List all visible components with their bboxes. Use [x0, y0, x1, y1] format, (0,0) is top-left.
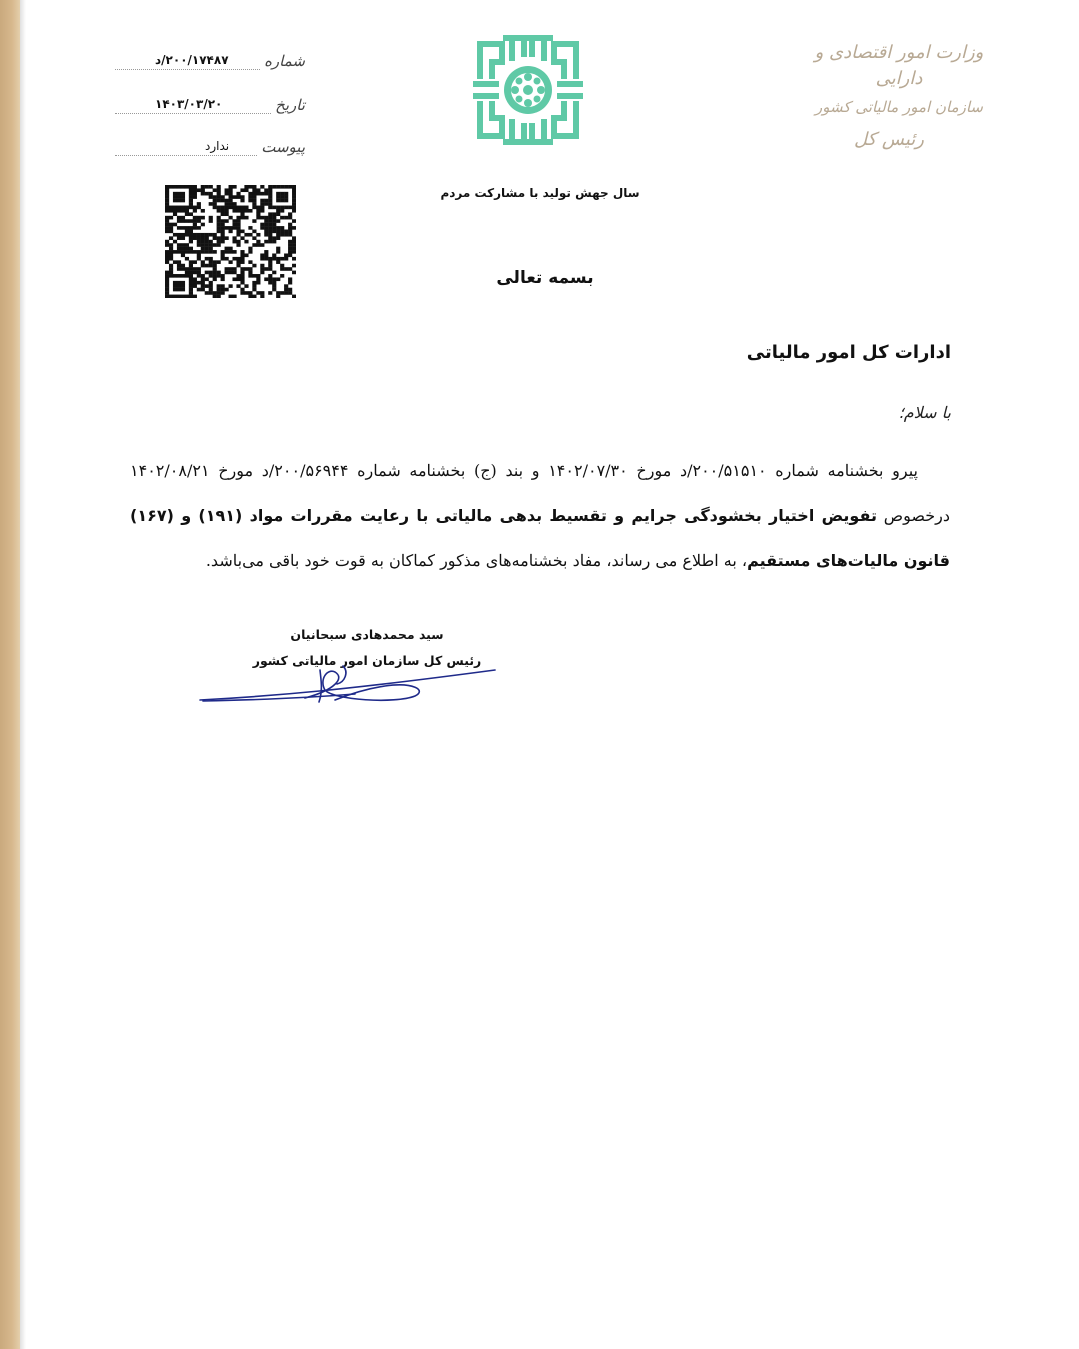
letter-number-value: ۲۰۰/۱۷۴۸۷/د — [115, 51, 260, 70]
handwritten-signature-icon — [195, 660, 500, 708]
letter-body-paragraph — [130, 448, 950, 583]
letter-number-row — [115, 46, 305, 70]
ministry-line-1: وزارت امور اقتصادی و دارایی — [814, 42, 984, 89]
attachment-label: پیوست — [261, 138, 305, 156]
recipient-heading: ادارات کل امور مالیاتی — [746, 342, 951, 363]
bismillah-heading: بسمه تعالی — [496, 268, 594, 288]
letter-date-value: ۱۴۰۳/۰۳/۲۰ — [115, 95, 271, 114]
letter-date-label: تاریخ — [275, 96, 305, 114]
paper-edge-shadow — [20, 0, 26, 1349]
letter-date-row — [115, 90, 305, 114]
tax-organization-logo-icon — [472, 30, 584, 150]
paper-edge — [0, 0, 20, 1349]
signer-title: رئیس کل سازمان امور مالیاتی کشور — [252, 653, 482, 668]
ministry-line-3: رئیس کل — [853, 129, 924, 150]
qr-code-icon — [165, 185, 296, 298]
body-text-part-1: پیرو بخشنامه شماره ۲۰۰/۵۱۵۱۰/د مورخ ۱۴۰۲/۰۷/۳۰ و بند (ج) بخشنامه شماره ۲۰۰/۵۶۹۴۴/د مورخ ۱۴۰۲/۰۸/۲۱ درخصوص — [130, 461, 951, 525]
body-bold-subject: تفویض اختیار بخشودگی جرایم و تقسیط بدهی مالیاتی با رعایت مقررات مواد (۱۹۱) و (۱۶۷) قانون مالیات‌های مستقیم — [130, 506, 950, 570]
ministry-line-2: سازمان امور مالیاتی کشور — [815, 98, 983, 116]
signer-name: سید محمدهادی سبحانیان — [290, 627, 444, 642]
year-slogan: سال جهش تولید با مشارکت مردم — [440, 186, 640, 200]
letter-number-label: شماره — [264, 52, 305, 70]
attachment-value: ندارد — [115, 137, 257, 156]
ministry-letterhead — [789, 40, 1009, 158]
attachment-row — [115, 132, 305, 156]
body-text-part-2: ، به اطلاع می رساند، مفاد بخشنامه‌های مذکور کماکان به قوت خود باقی می‌باشد. — [205, 551, 748, 570]
greeting: با سلام؛ — [898, 403, 951, 422]
